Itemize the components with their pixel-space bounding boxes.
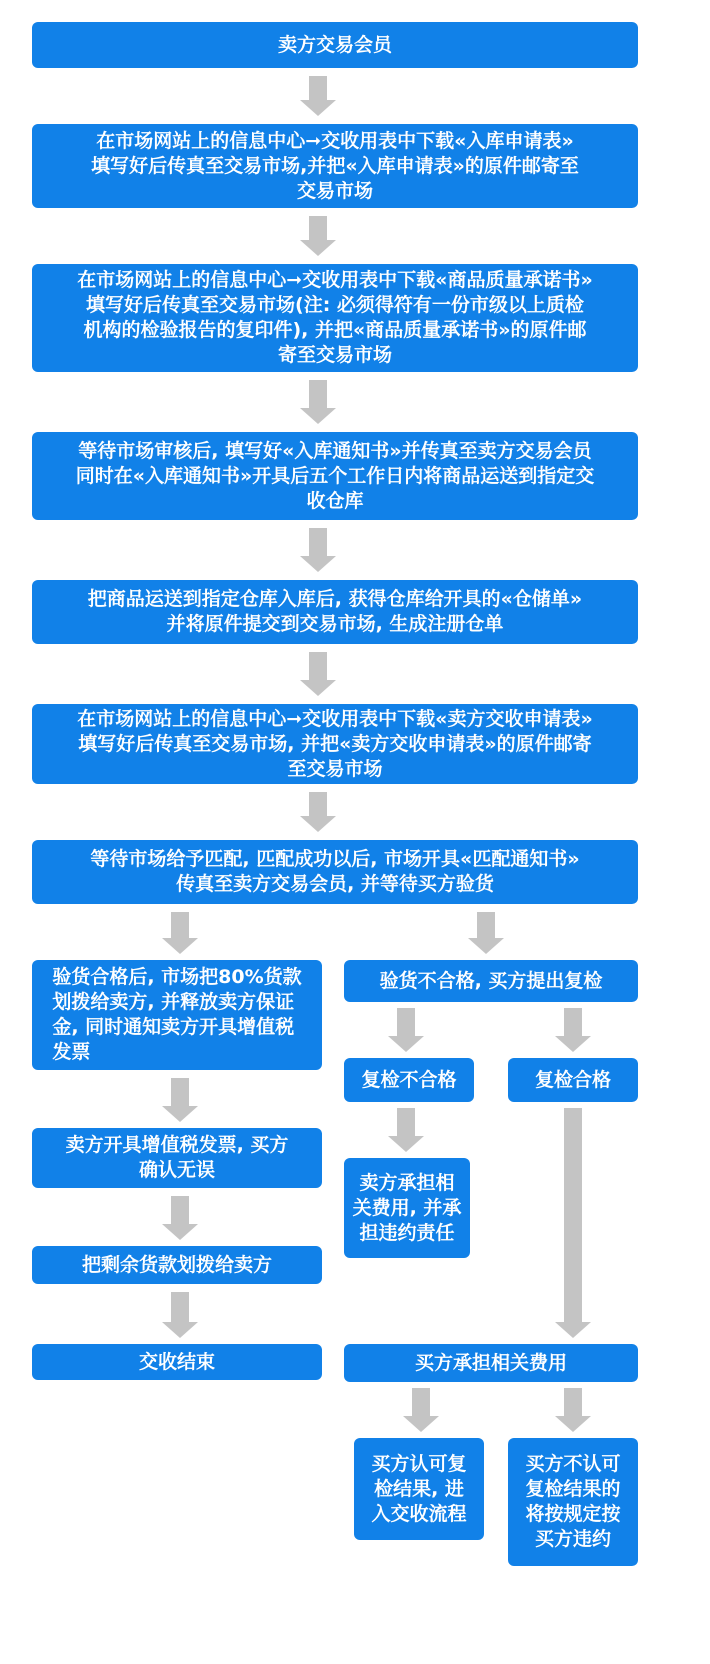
step-recheck-fail-text: 复检不合格 <box>361 1068 457 1091</box>
down-arrow-left-3 <box>162 1292 198 1338</box>
step-warehouse-receipt <box>32 580 638 644</box>
down-arrow-6 <box>300 792 336 832</box>
down-arrow-5 <box>300 652 336 696</box>
step-delivery-end-text: 交收结束 <box>138 1350 215 1373</box>
down-arrow-4 <box>300 528 336 572</box>
down-arrow-2 <box>300 216 336 256</box>
down-arrow-3 <box>300 380 336 424</box>
down-arrow-recheck-fail <box>388 1108 424 1152</box>
step-buyer-accepts-recheck <box>354 1438 484 1540</box>
step-quality-commitment-text: 在市场网站上的信息中心➞交收用表中下载«商品质量承诺书» 填写好后传真至交易市场(注: 必须得符有一份市级以上质检 机构的检验报告的复印件), 并把«商品质量承诺书»的原件邮 寄至交易市场 <box>77 269 593 366</box>
down-arrow-right-1a <box>388 1008 424 1052</box>
step-inspection-fail <box>344 960 638 1002</box>
down-arrow-right-branch <box>468 912 504 954</box>
down-arrow-buyer-reject <box>555 1388 591 1432</box>
step-seller-member <box>32 22 638 68</box>
down-arrow-left-1 <box>162 1078 198 1122</box>
step-download-warehousing-form <box>32 124 638 208</box>
step-buyer-accepts-recheck-text: 买方认可复 检结果, 进 入交收流程 <box>371 1452 467 1525</box>
step-inspection-fail-text: 验货不合格, 买方提出复检 <box>379 969 603 992</box>
down-arrow-left-branch <box>162 912 198 954</box>
step-seller-member-text: 卖方交易会员 <box>277 33 392 56</box>
step-remaining-payment <box>32 1246 322 1284</box>
step-issue-invoice <box>32 1128 322 1188</box>
step-download-warehousing-form-text: 在市场网站上的信息中心➞交收用表中下载«入库申请表» 填写好后传真至交易市场,并把«入库申请表»的原件邮寄至 交易市场 <box>91 129 579 202</box>
down-arrow-1 <box>300 76 336 116</box>
step-recheck-fail <box>344 1058 474 1102</box>
down-arrow-right-1b <box>555 1008 591 1052</box>
step-inspection-pass <box>32 960 322 1070</box>
step-matching-text: 等待市场给予匹配, 匹配成功以后, 市场开具«匹配通知书» 传真至卖方交易会员, 并等待买方验货 <box>90 848 580 895</box>
step-seller-bears-costs-text: 卖方承担相 关费用, 并承 担违约责任 <box>352 1171 462 1244</box>
down-arrow-left-2 <box>162 1196 198 1240</box>
step-inspection-pass-text: 验货合格后, 市场把80%货款 划拨给卖方, 并释放卖方保证 金, 同时通知卖方开具增值税 发票 <box>52 966 302 1063</box>
step-buyer-rejects-recheck-text: 买方不认可 复检结果的 将按规定按 买方违约 <box>525 1453 621 1550</box>
step-seller-delivery-application <box>32 704 638 784</box>
step-recheck-pass <box>508 1058 638 1102</box>
step-buyer-bears-costs <box>344 1344 638 1382</box>
step-seller-bears-costs <box>344 1158 470 1258</box>
down-arrow-buyer-accept <box>403 1388 439 1432</box>
step-warehouse-receipt-text: 把商品运送到指定仓库入库后, 获得仓库给开具的«仓储单» 并将原件提交到交易市场, 生成注册仓单 <box>87 588 583 635</box>
step-matching <box>32 840 638 904</box>
step-buyer-bears-costs-text: 买方承担相关费用 <box>414 1351 567 1374</box>
step-warehousing-notice-text: 等待市场审核后, 填写好«入库通知书»并传真至卖方交易会员 同时在«入库通知书»开具后五个工作日内将商品运送到指定交 收仓库 <box>75 439 595 512</box>
step-seller-delivery-application-text: 在市场网站上的信息中心➞交收用表中下载«卖方交收申请表» 填写好后传真至交易市场, 并把«卖方交收申请表»的原件邮寄 至交易市场 <box>77 707 593 780</box>
step-delivery-end <box>32 1344 322 1380</box>
step-quality-commitment <box>32 264 638 372</box>
step-remaining-payment-text: 把剩余货款划拨给卖方 <box>81 1253 272 1276</box>
step-recheck-pass-text: 复检合格 <box>534 1068 611 1091</box>
down-arrow-recheck-pass-long <box>555 1108 591 1338</box>
step-warehousing-notice <box>32 432 638 520</box>
step-buyer-rejects-recheck <box>508 1438 638 1566</box>
step-issue-invoice-text: 卖方开具增值税发票, 买方 确认无误 <box>65 1134 289 1181</box>
